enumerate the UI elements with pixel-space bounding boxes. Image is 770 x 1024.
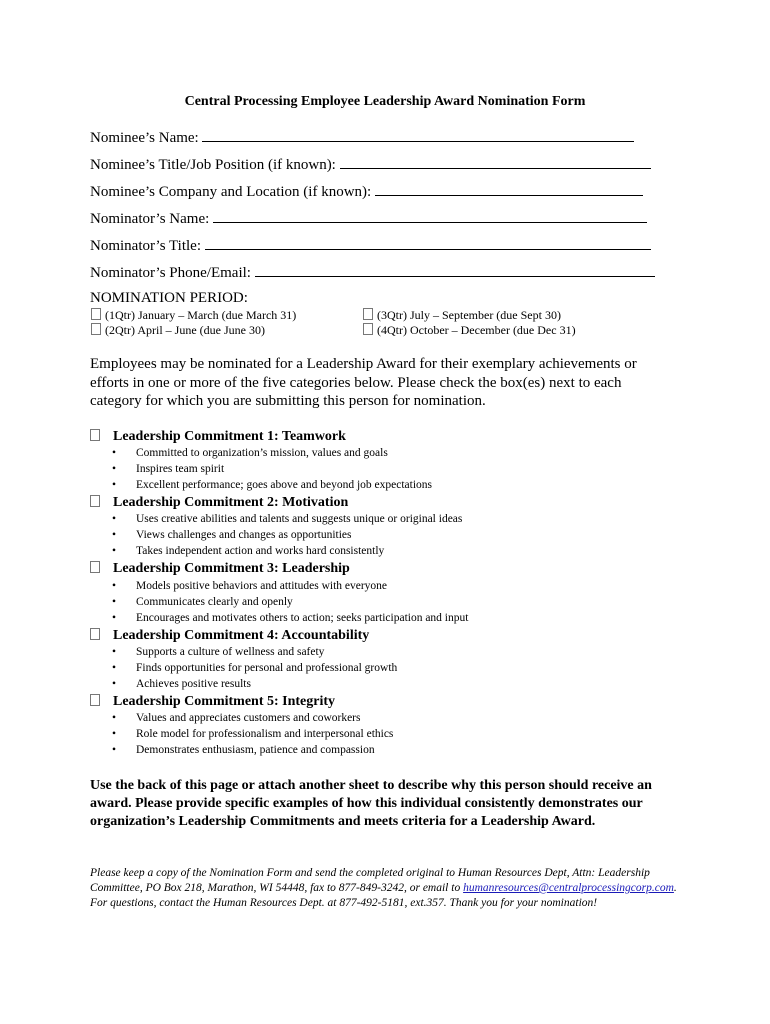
bullet-icon: •	[112, 463, 117, 475]
bullet-icon: •	[112, 678, 117, 690]
nominee-company-label: Nominee’s Company and Location (if known):	[90, 184, 372, 200]
list-item: • Supports a culture of wellness and safety	[112, 646, 325, 658]
category-integrity[interactable]	[90, 694, 335, 710]
nominee-name-label: Nominee’s Name:	[90, 130, 199, 146]
list-item: • Views challenges and changes as opportunities	[112, 529, 352, 541]
form-title: Central Processing Employee Leadership Award Nomination Form	[184, 94, 586, 109]
checkbox-icon[interactable]	[91, 308, 101, 320]
bullet-icon: •	[112, 529, 117, 541]
nominee-name-line[interactable]	[202, 128, 634, 142]
closing-instructions: Use the back of this page or attach another sheet to describe why this person should receive an award. Please provide specific examples of how this individual consistently demonstrates our organization’s Leadership Commitments and meets criteria for a Leadership Award.	[90, 778, 652, 829]
bullet-icon: •	[112, 712, 117, 724]
list-item: • Uses creative abilities and talents and suggests unique or original ideas	[112, 513, 463, 525]
list-item: • Demonstrates enthusiasm, patience and compassion	[112, 744, 375, 756]
bullet-icon: •	[112, 513, 117, 525]
period-option-label: (1Qtr) January – March (due March 31)	[105, 308, 297, 322]
list-item: • Excellent performance; goes above and beyond job expectations	[112, 479, 433, 491]
bullet-icon: •	[112, 580, 117, 592]
checkbox-icon[interactable]	[363, 308, 373, 320]
checkbox-icon[interactable]	[90, 429, 100, 441]
intro-paragraph: Employees may be nominated for a Leadership Award for their exemplary achievements or efforts in one or more of the five categories below. Please check the box(es) next to each category for which you are submitting this person for nomination.	[90, 356, 637, 409]
nominee-company-line[interactable]	[375, 182, 643, 196]
list-item: • Encourages and motivates others to action; seeks participation and input	[112, 612, 469, 624]
list-item: • Values and appreciates customers and coworkers	[112, 712, 361, 724]
nomination-period-label: NOMINATION PERIOD:	[90, 290, 248, 306]
period-option-label: (2Qtr) April – June (due June 30)	[105, 323, 265, 337]
nominator-contact-label: Nominator’s Phone/Email:	[90, 265, 251, 281]
bullet-icon: •	[112, 612, 117, 624]
bullet-icon: •	[112, 447, 117, 459]
footer-line-1: Please keep a copy of the Nomination Form and send the completed original to Human Resources Dept, Attn: Leadership Committee, PO Box 218, Marathon, WI 54448, fax to 877-849-3242, or email to	[90, 867, 650, 894]
bullet-icon: •	[112, 646, 117, 658]
nominator-title-line[interactable]	[205, 236, 651, 250]
checkbox-icon[interactable]	[90, 495, 100, 507]
bullet-icon: •	[112, 596, 117, 608]
checkbox-icon[interactable]	[91, 323, 101, 335]
period-option-label: (3Qtr) July – September (due Sept 30)	[377, 308, 561, 322]
checkbox-icon[interactable]	[90, 628, 100, 640]
bullet-icon: •	[112, 479, 117, 491]
category-motivation[interactable]	[90, 495, 348, 511]
nominator-contact-field	[90, 263, 655, 282]
category-title: Leadership Commitment 5: Integrity	[113, 694, 336, 709]
nominee-title-line[interactable]	[340, 155, 651, 169]
nominator-title-label: Nominator’s Title:	[90, 238, 201, 254]
category-leadership[interactable]	[90, 561, 350, 577]
nominator-name-label: Nominator’s Name:	[90, 211, 210, 227]
list-item: • Role model for professionalism and interpersonal ethics	[112, 728, 394, 740]
category-title: Leadership Commitment 1: Teamwork	[113, 429, 346, 444]
category-accountability[interactable]	[90, 628, 369, 644]
list-item: • Communicates clearly and openly	[112, 596, 293, 608]
period-option-q3[interactable]	[363, 308, 561, 323]
bullet-icon: •	[112, 545, 117, 557]
period-option-label: (4Qtr) October – December (due Dec 31)	[377, 323, 576, 337]
email-link[interactable]: humanresources@centralprocessingcorp.com	[463, 882, 674, 894]
list-item: • Inspires team spirit	[112, 463, 225, 475]
checkbox-icon[interactable]	[90, 694, 100, 706]
nominee-company-field	[90, 182, 643, 201]
footer-line-2: For questions, contact the Human Resources Dept. at 877-492-5181, ext.357. Thank you for your nomination!	[90, 897, 598, 909]
email-suffix: .	[673, 882, 677, 894]
list-item: • Committed to organization’s mission, values and goals	[112, 447, 388, 459]
nominee-name-field	[90, 128, 634, 147]
list-item: • Finds opportunities for personal and professional growth	[112, 662, 398, 674]
nominator-contact-line[interactable]	[255, 263, 655, 277]
checkbox-icon[interactable]	[90, 561, 100, 573]
nominator-name-line[interactable]	[213, 209, 647, 223]
nominator-name-field	[90, 209, 647, 228]
nominee-title-field	[90, 155, 651, 174]
category-teamwork[interactable]	[90, 429, 346, 445]
list-item: • Models positive behaviors and attitudes with everyone	[112, 580, 388, 592]
list-item: • Takes independent action and works hard consistently	[112, 545, 385, 557]
bullet-icon: •	[112, 728, 117, 740]
bullet-icon: •	[112, 662, 117, 674]
period-option-q4[interactable]	[363, 323, 576, 338]
category-title: Leadership Commitment 2: Motivation	[113, 495, 349, 510]
bullet-icon: •	[112, 744, 117, 756]
period-option-q1[interactable]	[91, 308, 296, 323]
checkbox-icon[interactable]	[363, 323, 373, 335]
period-option-q2[interactable]	[91, 323, 265, 338]
nominee-title-label: Nominee’s Title/Job Position (if known):	[90, 157, 336, 173]
list-item: • Achieves positive results	[112, 678, 251, 690]
footer-note	[90, 866, 690, 911]
category-title: Leadership Commitment 4: Accountability	[113, 628, 370, 643]
category-title: Leadership Commitment 3: Leadership	[113, 561, 350, 576]
nominator-title-field	[90, 236, 651, 255]
